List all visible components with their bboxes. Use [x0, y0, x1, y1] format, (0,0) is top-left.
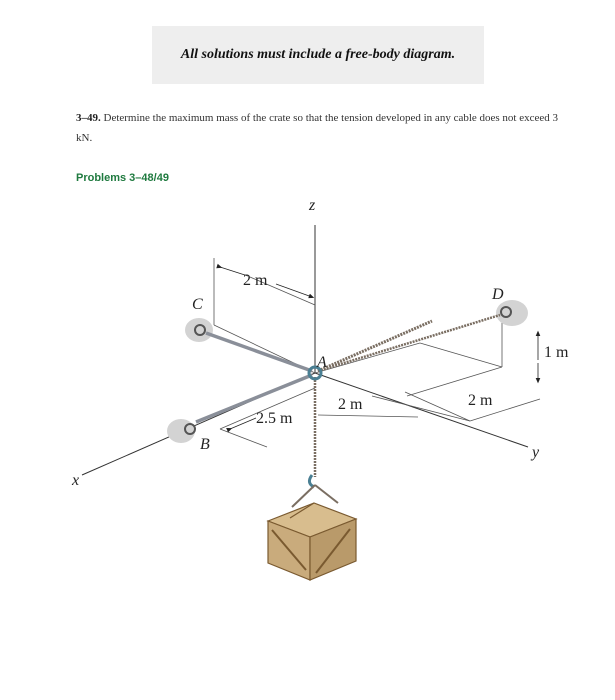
problem-statement	[76, 108, 576, 148]
label-a: A	[317, 354, 327, 371]
label-dim-height: 1 m	[544, 344, 569, 361]
cable-ad-2	[318, 315, 500, 371]
label-dim-left: 2.5 m	[256, 410, 293, 427]
label-b: B	[200, 436, 210, 453]
label-c: C	[192, 296, 203, 313]
label-dim-mid: 2 m	[338, 396, 363, 413]
problem-number: 3–49.	[76, 112, 101, 124]
label-y: y	[532, 444, 540, 461]
label-x: x	[72, 472, 80, 489]
crate	[268, 503, 356, 580]
banner-text: All solutions must include a free-body diagram.	[180, 47, 456, 62]
cable-ab	[196, 375, 312, 422]
label-d: D	[492, 286, 504, 303]
cable-ad	[318, 321, 432, 371]
instruction-banner	[152, 26, 484, 84]
problem-text: Determine the maximum mass of the crate so that the tension developed in any cable does not exceed 3 kN.	[76, 112, 559, 144]
problems-heading: Problems 3–48/49	[76, 172, 169, 184]
wall-pad-b	[167, 419, 195, 443]
cable-ac	[206, 333, 312, 371]
wall-pad-c	[185, 318, 213, 342]
statics-figure	[0, 185, 615, 605]
hook	[309, 475, 314, 487]
label-dim-top: 2 m	[243, 272, 268, 289]
label-z: z	[309, 197, 316, 214]
label-dim-right: 2 m	[468, 392, 493, 409]
